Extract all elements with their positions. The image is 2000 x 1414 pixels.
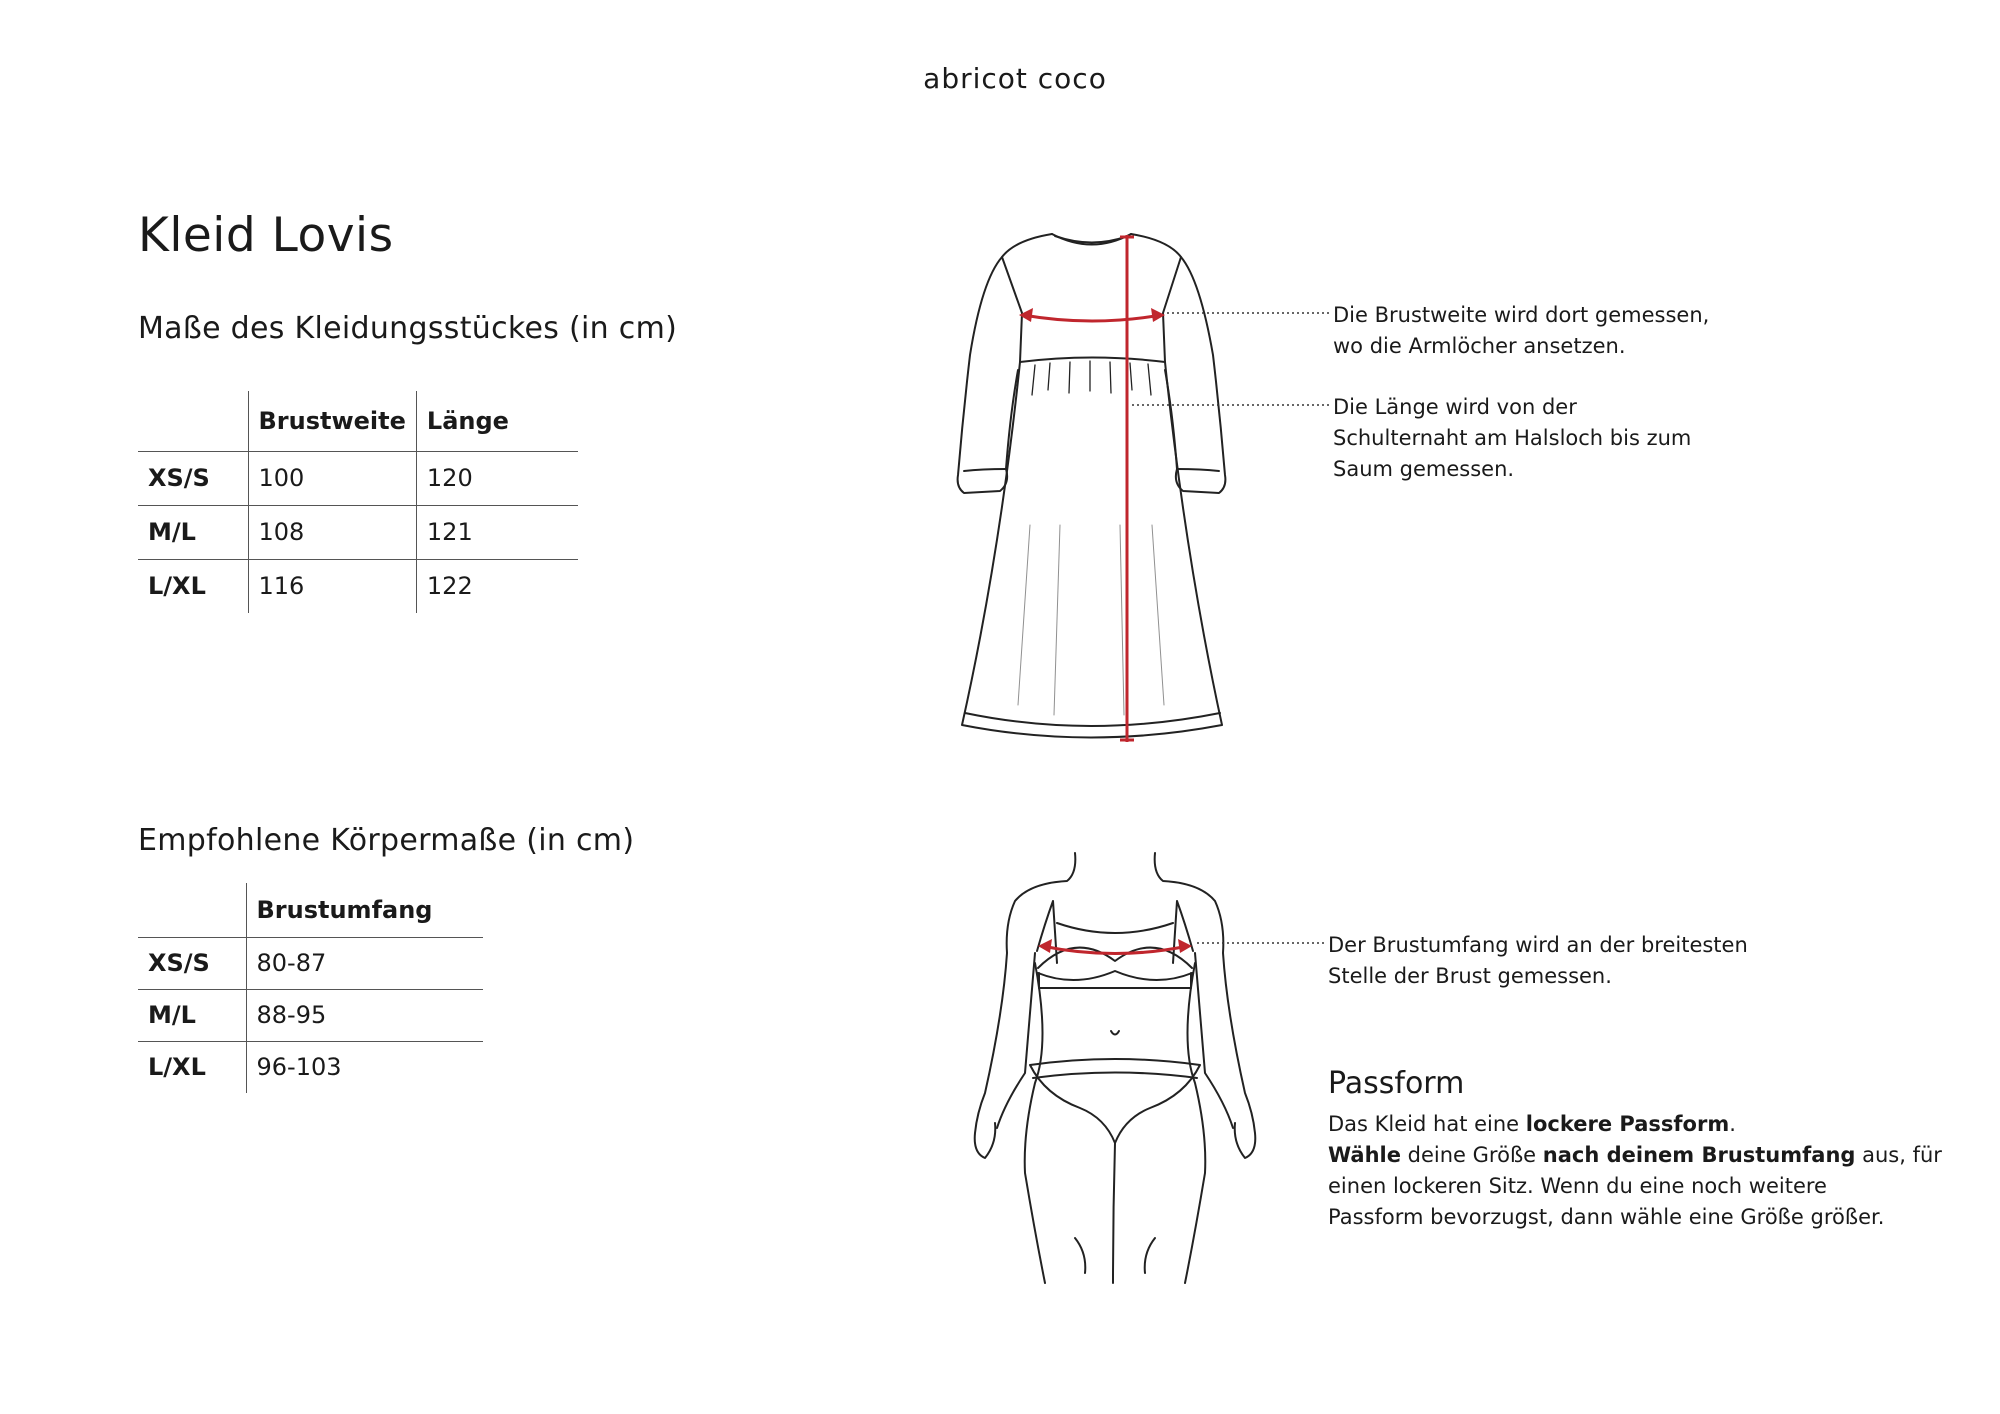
bust-measure-note [1328,930,1748,992]
note-line: Schulternaht am Halsloch bis zum [1333,426,1692,450]
note-line: Der Brustumfang wird an der breitesten [1328,933,1748,957]
note-line: Die Länge wird von der [1333,395,1577,419]
table-header-cell [138,391,248,451]
body-illustration [935,843,1335,1303]
table-row [138,559,578,613]
bust-cell: 80-87 [246,937,483,989]
fit-bold-span: lockere Passform [1525,1112,1730,1136]
length-measure-note [1333,392,1691,485]
length-cell: 122 [416,559,578,613]
size-cell: L/XL [138,559,248,613]
fit-bold-span: nach deinem Brustumfang [1542,1143,1856,1167]
fit-text-span: aus, für [1855,1143,1942,1167]
note-line: wo die Armlöcher ansetzen. [1333,334,1626,358]
note-line: Die Brustweite wird dort gemessen, [1333,303,1710,327]
table-row [138,989,483,1041]
dress-illustration [930,225,1330,765]
table-header-cell: Brustweite [248,391,416,451]
size-cell: L/XL [138,1041,246,1093]
size-cell: M/L [138,989,246,1041]
length-cell: 121 [416,505,578,559]
fit-description [1328,1109,1948,1233]
table-row [138,1041,483,1093]
table-header-cell [138,883,246,937]
size-cell: XS/S [138,451,248,505]
fit-line: Passform bevorzugst, dann wähle eine Größe größer. [1328,1205,1885,1229]
chest-cell: 100 [248,451,416,505]
fit-line: einen lockeren Sitz. Wenn du eine noch weitere [1328,1174,1827,1198]
table-row [138,505,578,559]
table-header-cell: Brustumfang [246,883,483,937]
fit-text-span: deine Größe [1400,1143,1543,1167]
table-row [138,451,578,505]
fit-text-span: . [1729,1112,1736,1136]
garment-measures-heading: Maße des Kleidungsstückes (in cm) [138,311,678,346]
table-header-cell: Länge [416,391,578,451]
chest-cell: 108 [248,505,416,559]
fit-line [1328,1140,1948,1171]
table-row [138,937,483,989]
bust-cell: 88-95 [246,989,483,1041]
table-header-row [138,883,483,937]
note-line: Stelle der Brust gemessen. [1328,964,1612,988]
fit-text-span: Das Kleid hat eine [1328,1112,1526,1136]
length-cell: 120 [416,451,578,505]
note-line: Saum gemessen. [1333,457,1515,481]
table-header-row [138,391,578,451]
chest-cell: 116 [248,559,416,613]
brand-logo: abricot coco [923,62,1107,95]
chest-measure-note [1333,300,1709,362]
body-size-table [138,883,483,1093]
fit-line [1328,1109,1948,1140]
size-cell: M/L [138,505,248,559]
size-cell: XS/S [138,937,246,989]
page-title: Kleid Lovis [138,208,394,263]
fit-heading: Passform [1328,1066,1465,1101]
garment-size-table [138,391,578,613]
bust-cell: 96-103 [246,1041,483,1093]
body-measures-heading: Empfohlene Körpermaße (in cm) [138,823,635,858]
fit-bold-span: Wähle [1328,1143,1401,1167]
